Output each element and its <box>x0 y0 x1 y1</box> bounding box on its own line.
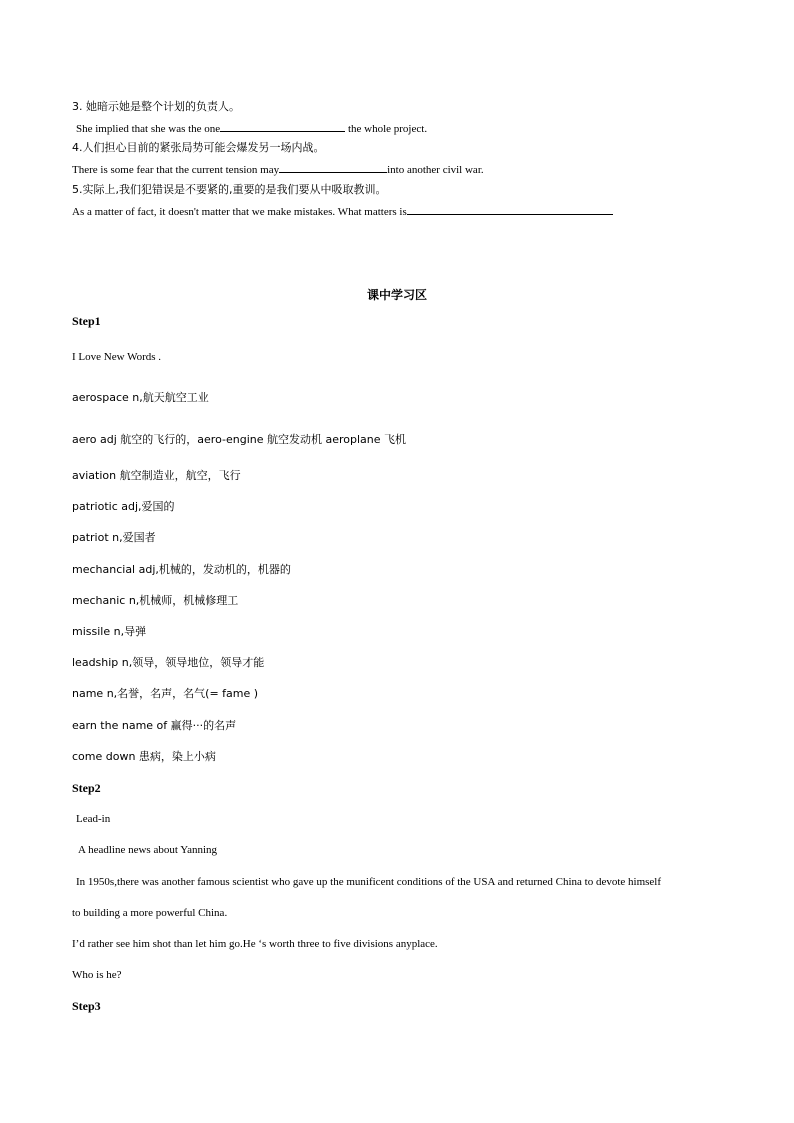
exercise-3-text-before: She implied that she was the one <box>76 123 221 135</box>
word-entry-earn-the-name-of: earn the name of 赢得···的名声 <box>72 719 237 732</box>
word-entry-leadship: leadship n,领导，领导地位，领导才能 <box>72 656 265 669</box>
word-entry-name: name n,名誉，名声，名气(= fame ) <box>72 687 259 700</box>
exercise-3-text-after: the whole project. <box>345 123 428 135</box>
exercise-4-english <box>72 162 484 177</box>
word-entry-come-down: come down 患病，染上小病 <box>72 750 216 763</box>
step2-paragraph-line-2: to building a more powerful China. <box>72 907 228 919</box>
step2-headline: A headline news about Yanning <box>78 844 218 856</box>
exercise-4-blank[interactable] <box>279 162 387 173</box>
word-entry-aero: aero adj 航空的飞行的，aero-engine 航空发动机 aeroplane 飞机 <box>72 433 407 446</box>
section-title: 课中学习区 <box>366 288 427 302</box>
step2-paragraph-line-1: In 1950s,there was another famous scientist who gave up the munificent conditions of the USA and returned China to devote himself <box>76 876 662 888</box>
word-entry-patriot: patriot n,爱国者 <box>72 531 156 544</box>
word-entry-missile: missile n,导弹 <box>72 625 147 638</box>
word-entry-mechanic: mechanic n,机械师，机械修理工 <box>72 594 239 607</box>
word-entry-mechancial: mechancial adj,机械的，发动机的，机器的 <box>72 563 291 576</box>
word-entry-aviation: aviation 航空制造业，航空，飞行 <box>72 469 241 482</box>
step1-title: Step1 <box>72 314 101 328</box>
step2-title: Step2 <box>72 781 101 795</box>
exercise-5-text-before: As a matter of fact, it doesn't matter that we make mistakes. What matters is <box>72 206 407 218</box>
exercise-4-chinese: 4.人们担心目前的紧张局势可能会爆发另一场内战。 <box>72 141 325 154</box>
exercise-3-english <box>76 121 427 136</box>
exercise-3-blank[interactable] <box>220 121 345 132</box>
exercise-5-blank[interactable] <box>407 204 613 215</box>
exercise-4-text-before: There is some fear that the current tension may <box>72 164 280 176</box>
exercise-5-chinese: 5.实际上,我们犯错误是不要紧的,重要的是我们要从中吸取教训。 <box>72 183 387 196</box>
exercise-5-english <box>72 204 613 219</box>
step1-heading: I Love New Words . <box>72 351 162 363</box>
exercise-4-text-after: into another civil war. <box>387 164 484 176</box>
word-entry-aerospace: aerospace n,航天航空工业 <box>72 391 209 404</box>
exercise-3-chinese: 3. 她暗示她是整个计划的负责人。 <box>72 100 240 113</box>
step3-title: Step3 <box>72 999 101 1013</box>
word-entry-patriotic: patriotic adj,爱国的 <box>72 500 175 513</box>
step2-question: Who is he? <box>72 969 122 981</box>
step2-quote: I’d rather see him shot than let him go.He ‘s worth three to five divisions anyplace. <box>72 938 438 950</box>
step2-leadin: Lead-in <box>76 813 111 825</box>
